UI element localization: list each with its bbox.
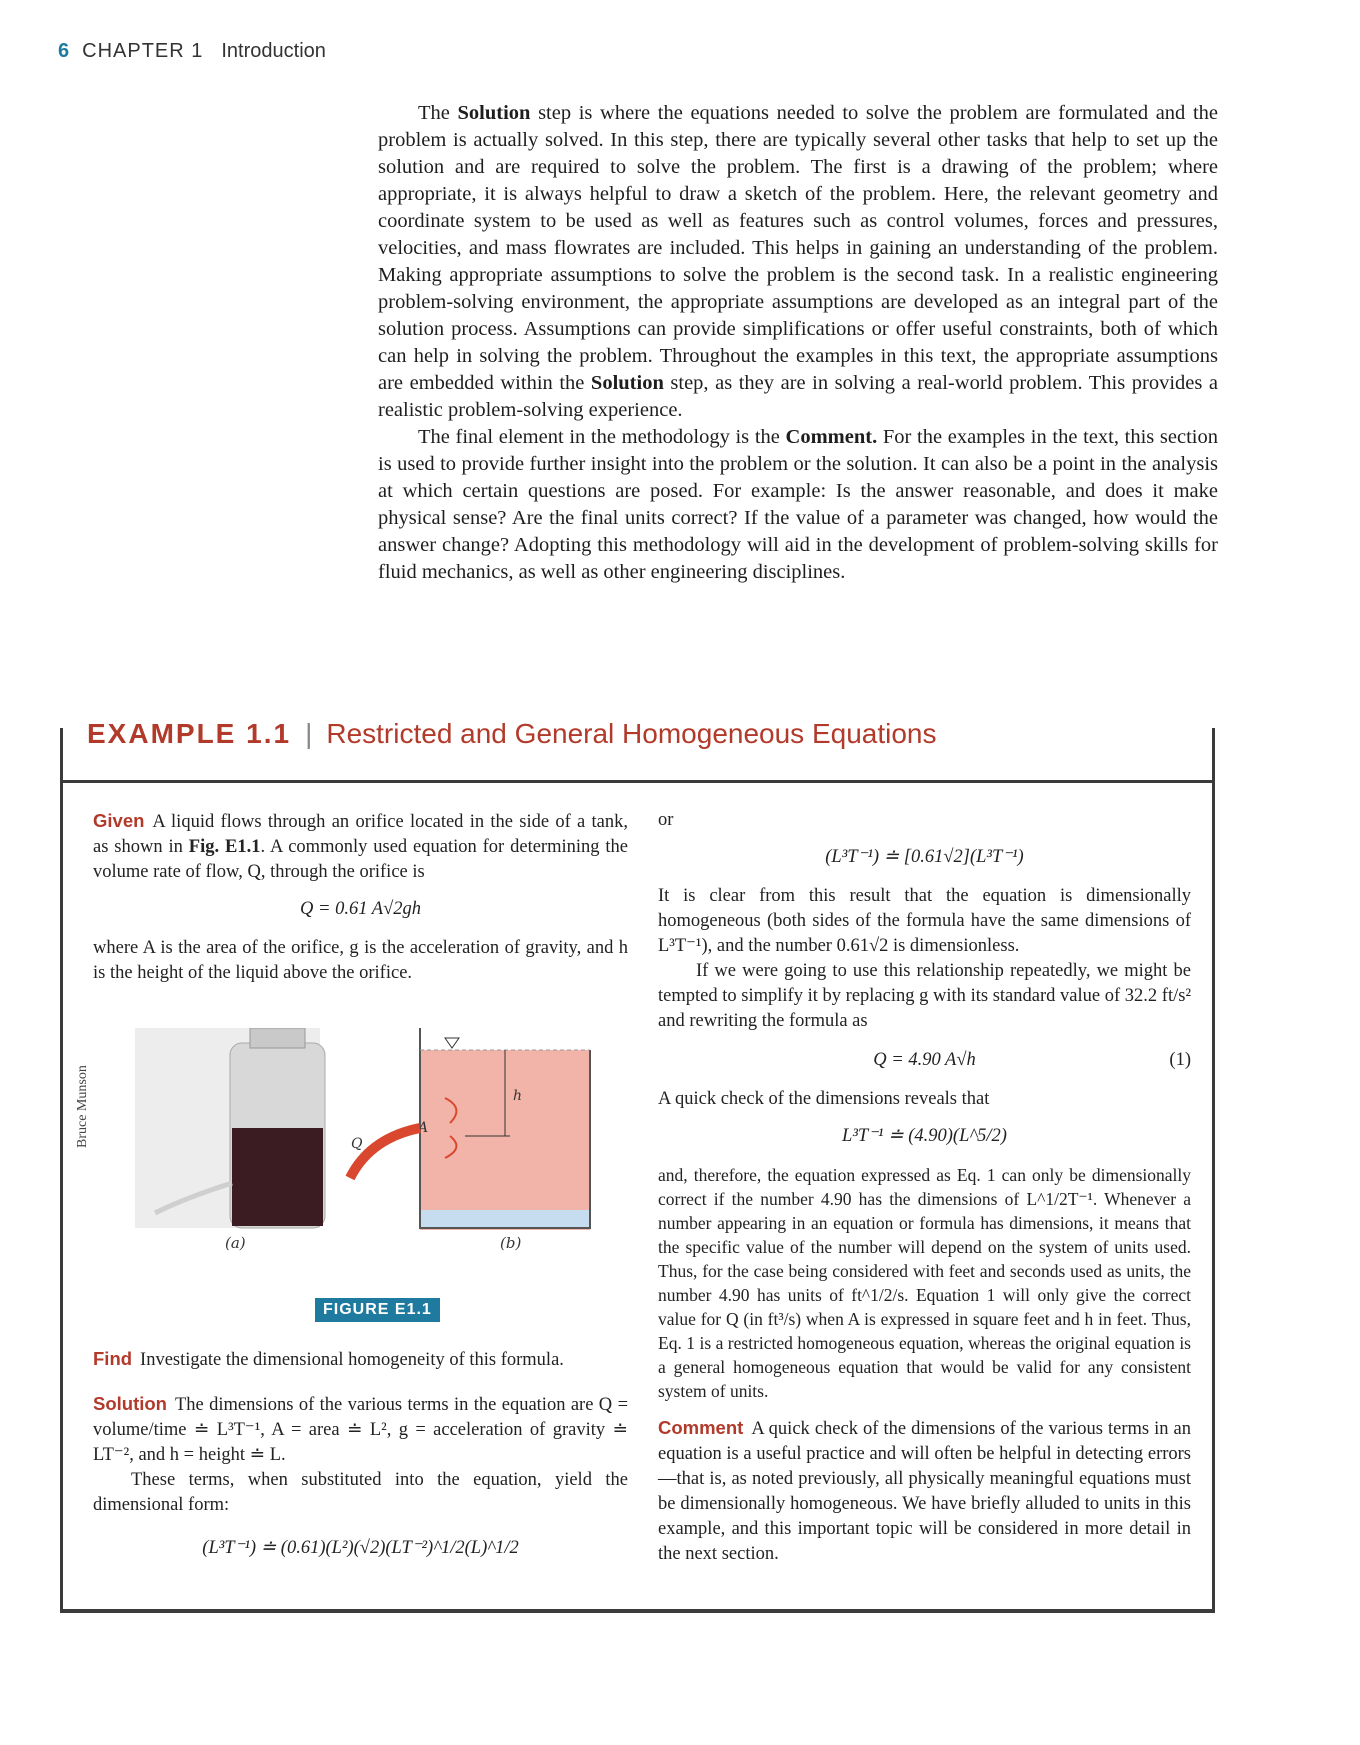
equation-number: (1) [1169, 1050, 1191, 1070]
figure-e1-1 [75, 1028, 630, 1328]
intro-text [378, 100, 1218, 586]
example-heading: EXAMPLE 1.1 | Restricted and General Homogeneous Equations [87, 718, 937, 749]
intro-paragraph-1: The Solution step is where the equations needed to solve the problem are formulated and the problem is actually solved. In this step, there are typically several other tasks that help to set up the solution and are required to solve the problem. The first is a drawing of the problem; where appropriate, it is always helpful to draw a sketch of the problem. Here, the relevant geometry and coordinate system to be used as well as features such as control volumes, forces and pressures, velocities, and mass flowrates are included. This helps in gaining an understanding of the problem. Making appropriate assumptions to solve the problem is the second task. In a realistic engineering problem-solving environment, the appropriate assumptions are developed as an integral part of the solution process. Assumptions can provide simplifications or offer useful constraints, both of which can help in solving the problem. Throughout the examples in this text, the appropriate assumptions are embedded within the Solution step, as they are in solving a real-world problem. This provides a realistic problem-solving experience. [378, 102, 1219, 421]
subfigure-a-label: (a) [225, 1234, 246, 1252]
figure-graphic [85, 1028, 630, 1298]
equation-main: Q = 0.61 A√2gh [300, 899, 421, 919]
solution-paragraph: Solution The dimensions of the various terms in the equation are Q = volume/time ≐ L³T⁻¹, A = area ≐ L², g = acceleration of gravity ≐ LT⁻², and h = height ≐ L. [93, 1393, 628, 1465]
solution-paragraph-2: These terms, when substituted into the equation, yield the dimensional form: [93, 1470, 628, 1515]
example-box [60, 718, 1215, 1613]
label-q: Q [351, 1136, 363, 1152]
clear-paragraph: It is clear from this result that the equation is dimensionally homogeneous (both sides of the formula have the same dimensions of L³T⁻¹), and the number 0.61√2 is dimensionless. [658, 886, 1191, 956]
example-title: Restricted and General Homogeneous Equations [326, 718, 937, 749]
where-paragraph: where A is the area of the orifice, g is the acceleration of gravity, and h is the height of the liquid above the orifice. [93, 938, 628, 983]
find-paragraph: Find Investigate the dimensional homogeneity of this formula. [93, 1348, 564, 1370]
label-a: A [418, 1120, 429, 1136]
quick-check-text: A quick check of the dimensions reveals that [658, 1089, 990, 1109]
tempt-paragraph: If we were going to use this relationship repeatedly, we might be tempted to simplify it by replacing g with its standard value of 32.2 ft/s² and rewriting the formula as [658, 961, 1191, 1031]
or-text: or [658, 810, 674, 830]
chapter-title: Introduction [221, 40, 326, 62]
figure-label: FIGURE E1.1 [315, 1298, 440, 1322]
chapter-label: CHAPTER 1 [82, 40, 204, 62]
example-number: EXAMPLE 1.1 [87, 718, 292, 749]
subfigure-b-label: (b) [500, 1234, 522, 1252]
equation-1: Q = 4.90 A√h (1) [658, 1048, 1191, 1073]
equation-dimensional: (L³T⁻¹) ≐ (0.61)(L²)(√2)(LT⁻²)^1/2(L)^1/2 [202, 1538, 519, 1558]
equation-check: L³T⁻¹ ≐ (4.90)(L^5/2) [842, 1126, 1007, 1146]
example-rule [63, 780, 1212, 783]
example-left-column [93, 808, 628, 986]
free-surface-icon [445, 1038, 459, 1048]
running-header [58, 40, 326, 63]
intro-paragraph-2: The final element in the methodology is the Comment. For the examples in the text, this section is used to provide further insight into the problem or the solution. It can also be a point in the analysis at which certain questions are posed. For example: Is the answer reasonable, and does it make physical sense? Are the final units correct? If the value of a parameter was changed, how would the answer change? Adopting this methodology will aid in the development of problem-solving skills for fluid mechanics, as well as other engineering disciplines. [378, 426, 1218, 583]
therefore-paragraph: and, therefore, the equation expressed as Eq. 1 can only be dimensionally correct if the number 4.90 has the dimensions of L^1/2T⁻¹. Whenever a number appearing in an equation or formula has dimensions, it means that the specific value of the number will depend on the system of units used. Thus, for the case being considered with feet and seconds used as units, the number 4.90 has units of ft^1/2/s. Equation 1 will only give the correct value for Q (in ft³/s) when A is expressed in square feet and h in feet. Thus, Eq. 1 is a restricted homogeneous equation, whereas the original equation is a general homogeneous equation that would be valid for any consistent system of units. [658, 1165, 1191, 1401]
example-right-column [658, 808, 1191, 1567]
page-number: 6 [58, 40, 71, 62]
given-paragraph: Given A liquid flows through an orifice located in the side of a tank, as shown in Fig. E1.1. A commonly used equation for determining the volume rate of flow, Q, through the orifice is [93, 810, 628, 882]
liquid-fill [232, 1128, 323, 1226]
label-h: h [513, 1088, 523, 1104]
comment-paragraph: Comment A quick check of the dimensions of the various terms in an equation is a useful practice and will often be helpful in detecting errors—that is, as noted previously, all physically meaningful equations must be dimensionally homogeneous. We have briefly alluded to units in this example, and this important topic will be considered in more detail in the next section. [658, 1417, 1191, 1564]
example-left-column-lower [93, 1346, 628, 1575]
photo-credit: Bruce Munson [75, 1065, 90, 1148]
equation-dimensional-2: (L³T⁻¹) ≐ [0.61√2](L³T⁻¹) [825, 847, 1024, 867]
tank-bottom [420, 1210, 590, 1228]
